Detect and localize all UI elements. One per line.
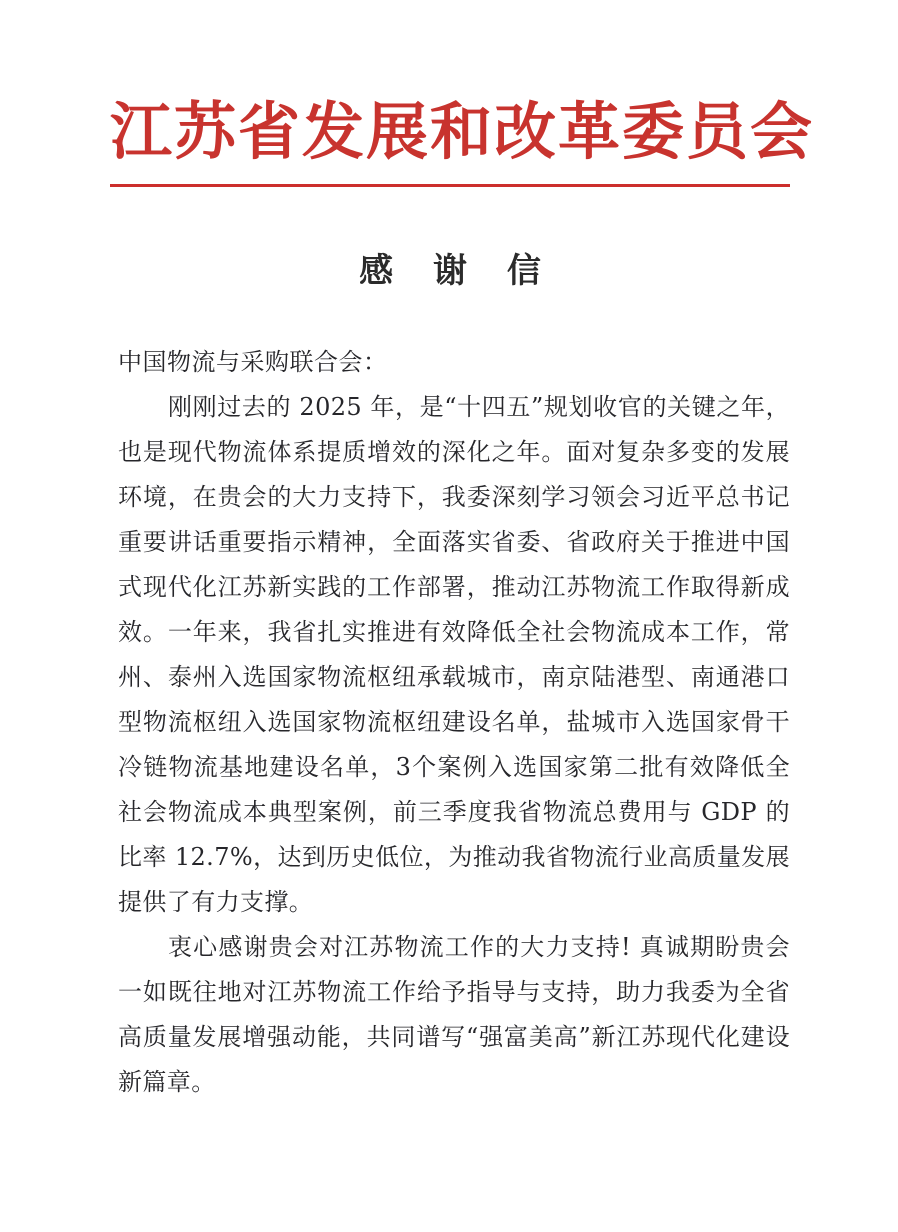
salutation: 中国物流与采购联合会： [118, 348, 388, 376]
letterhead-divider-rule [110, 184, 790, 187]
body-paragraph-2: 衷心感谢贵会对江苏物流工作的大力支持! 真诚期盼贵会一如既往地对江苏物流工作给予指导与支持，助力我委为全省高质量发展增强动能，共同谱写“强富美高”新江苏现代化建设新篇章。 [118, 933, 790, 1096]
letterhead [110, 95, 815, 168]
letter-body [118, 340, 790, 1105]
body-paragraph-1: 刚刚过去的 2025 年，是“十四五”规划收官的关键之年，也是现代物流体系提质增效的深化之年。面对复杂多变的发展环境，在贵会的大力支持下，我委深刻学习领会习近平总书记重要讲话重要指示精神，全面落实省委、省政府关于推进中国式现代化江苏新实践的工作部署，推动江苏物流工作取得新成效。一年来，我省扎实推进有效降低全社会物流成本工作，常州、泰州入选国家物流枢纽承载城市，南京陆港型、南通港口型物流枢纽入选国家物流枢纽建设名单，盐城市入选国家骨干冷链物流基地建设名单，3个案例入选国家第二批有效降低全社会物流成本典型案例，前三季度我省物流总费用与 GDP 的比率 12.7%，达到历史低位，为推动我省物流行业高质量发展提供了有力支撑。 [118, 393, 790, 916]
letterhead-organization-name: 江苏省发展和改革委员会 [110, 95, 815, 168]
document-title: 感 谢 信 [359, 251, 555, 291]
